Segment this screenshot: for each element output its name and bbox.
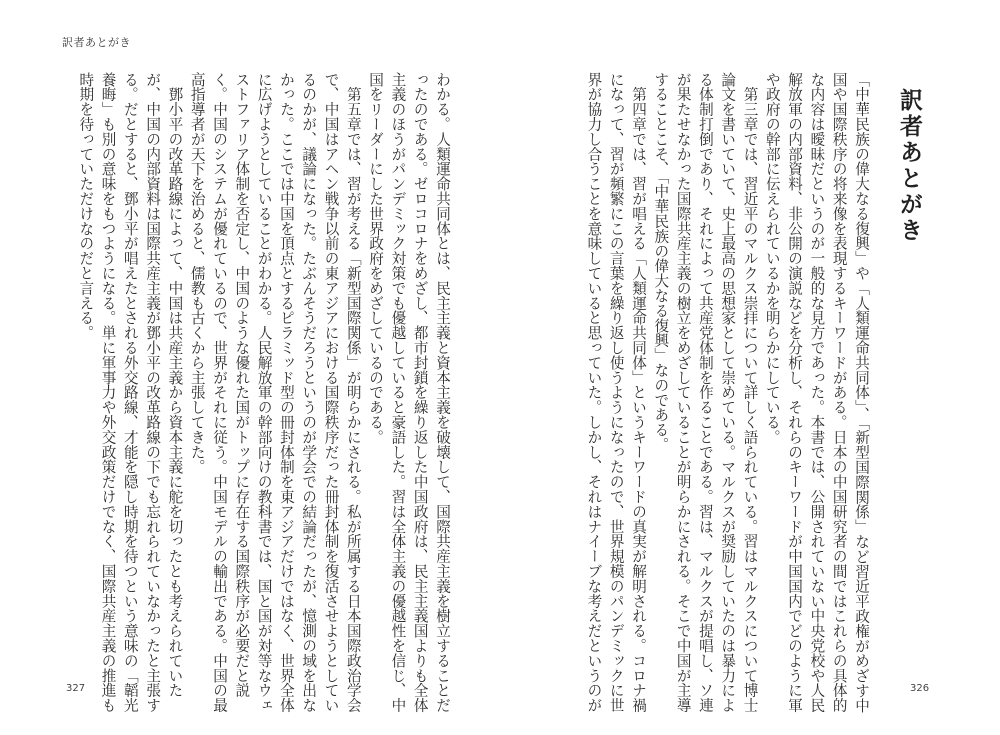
text-line: 第三章では、習近平のマルクス崇拝について詳しく語られている。習はマルクスについて博士 (741, 72, 759, 713)
text-line: 解放軍の内部資料、非公開の演説などを分析し、それらのキーワードが中国国内でどのように軍 (786, 72, 804, 713)
text-line: になって、習が頻繁にこの言葉を繰り返し使うようになったので、世界規模のパンデミックに世 (607, 72, 625, 713)
page-number: 326 (910, 683, 930, 694)
text-line: 「中華民族の偉大なる復興」や「人類運命共同体」、「新型国際関係」など習近平政権がめざす中 (853, 72, 870, 713)
text-line: 第四章では、習が唱える「人類運命共同体」というキーワードの真実が解明される。コロナ禍 (630, 72, 648, 713)
text-line: わかる。人類運命共同体とは、民主主義と資本主義を破壊して、国際共産主義を樹立することだ (434, 72, 451, 713)
running-head: 訳者あとがき (62, 36, 131, 49)
text-line: ストファリア体制を否定し、中国のような優れた国がトップに存在する国際秩序が必要だと説 (233, 72, 251, 698)
text-line: や政府の幹部に伝えられているかを明らかにしている。 (763, 72, 781, 445)
text-line: 時期を待っていただけなのだと言える。 (77, 72, 95, 341)
text-line: が果たせなかった国際共産主義の樹立をめざしていることが明らかにされる。そこで中国が主導 (674, 72, 692, 713)
text-line: かった。ここでは中国を頂点とするピラミッド型の冊封体制を東アジアだけではなく、世界全体 (277, 72, 295, 713)
text-line: で、中国はアヘン戦争以前の東アジアにおける国際秩序だった冊封体制を復活させようとしてい (322, 72, 340, 713)
text-line: 国や国際秩序の将来像を表現するキーワードがある。日本の中国研究者の間ではこれらの具体的 (830, 72, 848, 713)
text-line: に広げようとしていることがわかる。人民解放軍の幹部向けの教科書では、国と国が対等なウェ (255, 72, 273, 713)
text-line: 界が協力し合うことを意味していると思っていた。しかし、それはナイーブな考えだというのが (585, 72, 603, 713)
text-line: 鄧小平の改革路線によって、中国は共産主義から資本主義に舵を切ったとも考えられていた (166, 72, 184, 698)
text-line: 養晦」も別の意味をもつようになる。単に軍事力や外交政策だけでなく、国際共産主義の推進も (99, 72, 117, 713)
text-line: が、中国の内部資料は国際共産主義が鄧小平の改革路線の下でも忘れられていなかったと主張す (144, 72, 162, 713)
text-line: 国をリーダーにした世界政府をめざしているのである。 (367, 72, 385, 445)
text-line: る。だとすると、鄧小平が唱えたとされる外交路線、才能を隠し時期を待つという意味の「韜光 (121, 72, 139, 713)
text-line: 論文を書いていて、史上最高の思想家として崇めている。マルクスが奨励していたのは暴力によ (719, 72, 737, 713)
text-line: く。中国のシステムが優れているので、世界がそれに従う。中国モデルの輸出である。中国の最 (211, 72, 229, 713)
text-line: な内容は曖昧だというのが一般的な見方であった。本書では、公開されていない中央党校や人民 (808, 72, 826, 713)
right-page-body (572, 72, 872, 713)
text-line: 主義のほうがパンデミック対策でも優越していると豪語した。習は全体主義の優越性を信じ、中 (389, 72, 407, 713)
text-line: 高指導者が天下を治めると、儒教も古くから主張してきた。 (188, 72, 206, 475)
text-line: することこそ、「中華民族の偉大なる復興」なのである。 (652, 72, 670, 453)
chapter-title: 訳者あとがき (896, 88, 923, 244)
page-number: 327 (66, 683, 86, 694)
right-page (500, 0, 1000, 735)
text-line: ったのである。ゼロコロナをめざし、都市封鎖を繰り返した中国政府は、民主主義国よりも全体 (411, 72, 429, 713)
text-line: る体制打倒であり、それによって共産党体制を作ることである。習は、マルクスが提唱し、ソ連 (696, 72, 714, 713)
text-line: 第五章では、習が考える「新型国際関係」が明らかにされる。私が所属する日本国際政治学会 (344, 72, 362, 713)
text-line: るのかが、議論になった。たぶんそうだろうというのが学会での結論だったが、憶測の域を出な (300, 72, 318, 713)
